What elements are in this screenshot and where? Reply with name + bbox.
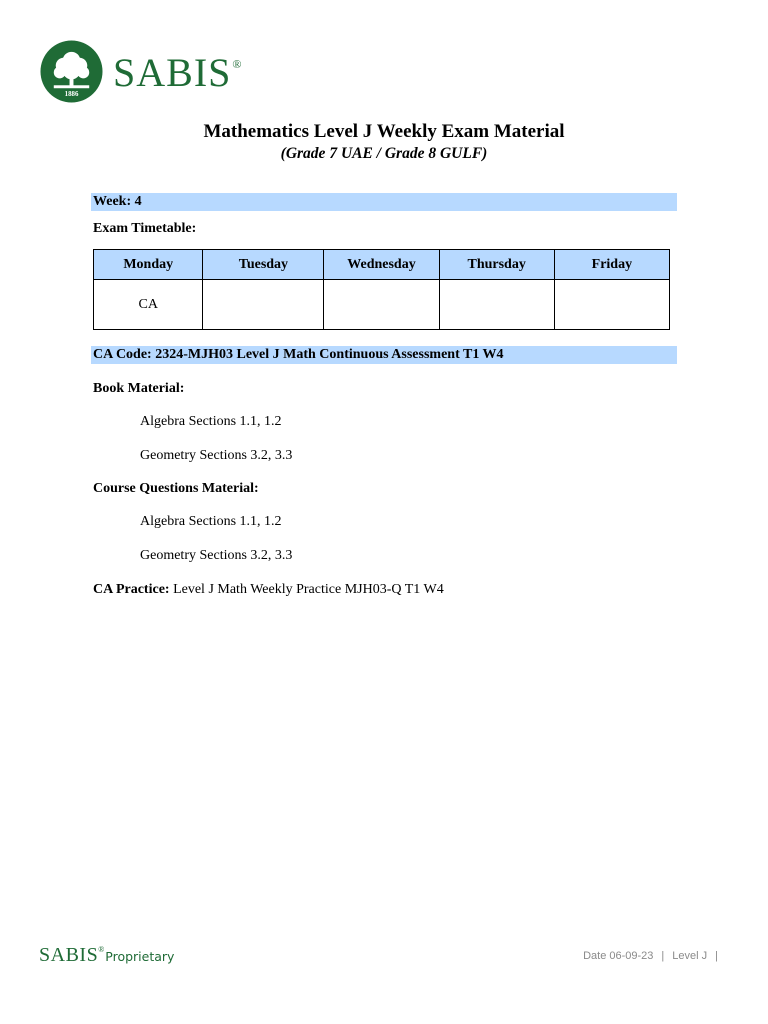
course-questions-item: Geometry Sections 3.2, 3.3	[140, 548, 293, 563]
brand-name	[113, 49, 243, 96]
footer-registered-mark: ®	[98, 945, 105, 954]
book-material-label: Book Material:	[93, 381, 185, 396]
exam-timetable	[93, 249, 670, 330]
registered-mark: ®	[232, 57, 243, 71]
footer-info	[583, 950, 726, 962]
timetable-row	[94, 280, 670, 330]
exam-timetable-label: Exam Timetable:	[93, 221, 197, 236]
timetable-header: Thursday	[439, 250, 554, 280]
footer-date: Date 06-09-23	[583, 950, 654, 962]
footer-proprietary: Proprietary	[105, 949, 175, 964]
timetable-cell	[203, 280, 324, 330]
week-bar: Week: 4	[91, 193, 677, 211]
timetable-cell	[324, 280, 439, 330]
sabis-logo	[40, 40, 243, 103]
timetable-cell	[439, 280, 554, 330]
seal-year: 1886	[64, 91, 79, 99]
footer-logo	[39, 944, 174, 967]
timetable-cell	[554, 280, 669, 330]
ca-practice-label: CA Practice:	[93, 582, 170, 597]
page-subtitle: (Grade 7 UAE / Grade 8 GULF)	[280, 145, 488, 162]
timetable-cell: CA	[94, 280, 203, 330]
book-material-item: Algebra Sections 1.1, 1.2	[140, 414, 282, 429]
timetable-header: Tuesday	[203, 250, 324, 280]
ca-practice	[93, 582, 444, 598]
footer-brand: SABIS	[39, 944, 99, 966]
timetable-header: Friday	[554, 250, 669, 280]
course-questions-label: Course Questions Material:	[93, 481, 259, 496]
course-questions-item: Algebra Sections 1.1, 1.2	[140, 514, 282, 529]
timetable-header: Monday	[94, 250, 203, 280]
book-material-item: Geometry Sections 3.2, 3.3	[140, 448, 293, 463]
timetable-header-row	[94, 250, 670, 280]
tree-seal-icon	[40, 40, 103, 103]
page-title: Mathematics Level J Weekly Exam Material	[203, 121, 565, 142]
brand-text: SABIS	[113, 50, 232, 95]
footer-separator: |	[715, 950, 718, 962]
ca-practice-value: Level J Math Weekly Practice MJH03-Q T1 W4	[169, 582, 444, 597]
footer-level: Level J	[672, 950, 708, 962]
timetable-header: Wednesday	[324, 250, 439, 280]
footer-separator: |	[661, 950, 665, 962]
ca-code-bar: CA Code: 2324-MJH03 Level J Math Continuous Assessment T1 W4	[91, 346, 677, 364]
